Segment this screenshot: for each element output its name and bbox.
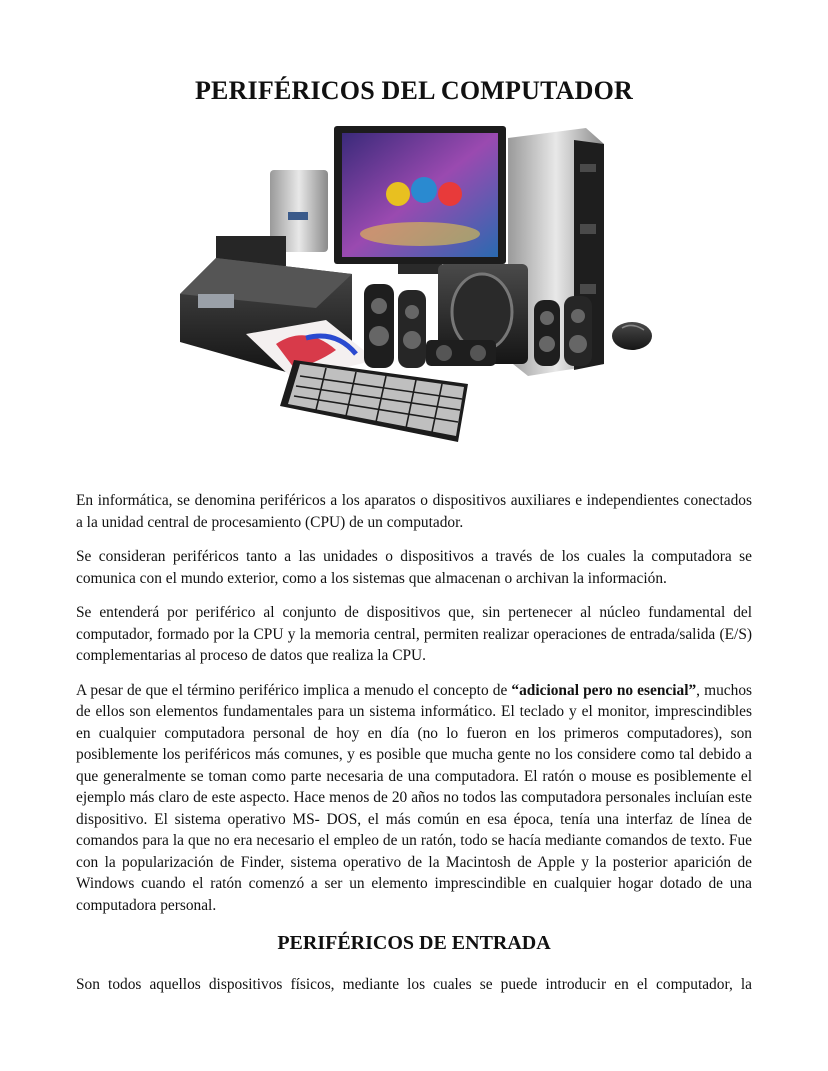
monitor-icon: [334, 126, 506, 274]
paragraph: Son todos aquellos dispositivos físicos, mediante los cuales se puede introducir en el computador, la: [76, 976, 752, 993]
paragraph: Se entenderá por periférico al conjunto de dispositivos que, sin pertenecer al núcleo fundamental del computador, formado por la CPU y la memoria central, permiten realizar operaciones de entrada/salida (E/S) complementarias al proceso de datos que realiza la CPU.: [76, 604, 752, 664]
emphasis-text: “adicional pero no esencial”: [511, 681, 697, 699]
keyboard-icon: [280, 360, 468, 442]
paragraph-text: A pesar de que el término periférico implica a menudo el concepto de: [76, 681, 512, 699]
speaker-icon: [364, 284, 426, 368]
paragraph: En informática, se denomina periféricos a los aparatos o dispositivos auxiliares e independientes conectados a la unidad central de procesamiento (CPU) de un computador.: [76, 492, 752, 531]
page-title: PERIFÉRICOS DEL COMPUTADOR: [194, 76, 634, 105]
body-text: [76, 490, 752, 916]
mouse-icon: [612, 322, 652, 350]
paragraph: Se consideran periféricos tanto a las unidades o dispositivos a través de los cuales la computadora se comunica con el mundo exterior, como a los sistemas que almacenan o archivan la información.: [76, 548, 752, 587]
section-title: PERIFÉRICOS DE ENTRADA: [277, 932, 551, 954]
peripherals-illustration: [176, 124, 656, 454]
paragraph: [76, 680, 752, 917]
paragraph-text: , muchos de ellos son elementos fundamentales para un sistema informático. El teclado y el monitor, imprescindibles en cualquier computadora personal de hoy en día (no lo fueron en los primeros computadores), son posiblemente los periféricos más comunes, y es posible que mucha gente no los considere como tal debido a que generalmente se toman como parte necesaria de una computadora. El ratón o mouse es posiblemente el ejemplo más claro de este aspecto. Hace menos de 20 años no todos las computadora personales incluían este dispositivo. El sistema operativo MS- DOS, el más común en esa época, tenía una interfaz de línea de comandos para la que no era necesario el empleo de un ratón, todo se hacía mediante comandos de texto. Fue con la popularización de Finder, sistema operativo de la Macintosh de Apple y la posterior aparición de Windows cuando el ratón comenzó a ser un elemento imprescindible en cualquier hogar dotado de una computadora personal.: [76, 681, 753, 914]
